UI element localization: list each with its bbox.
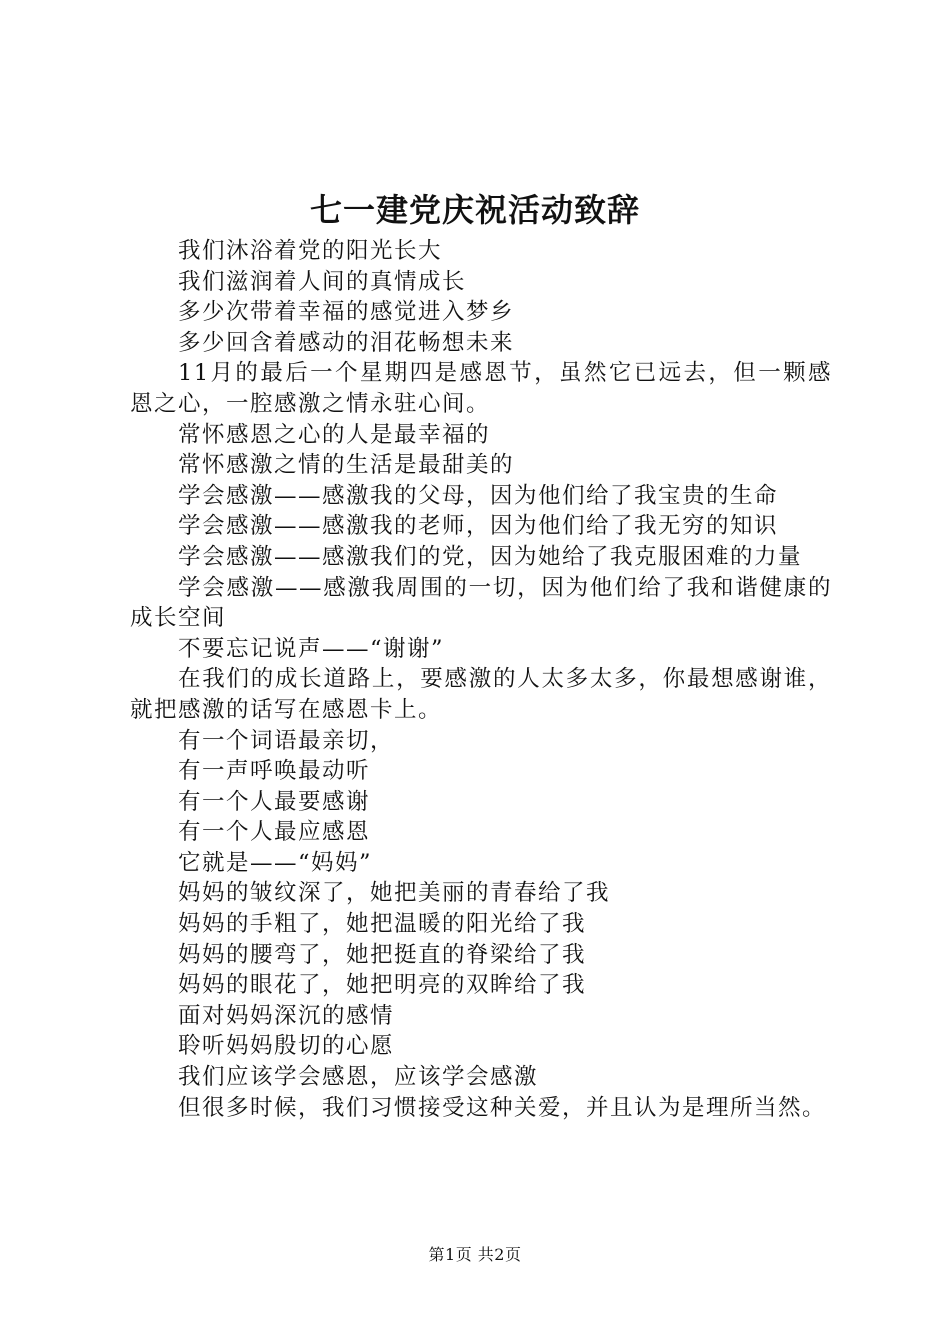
paragraph: 有一声呼唤最动听 [178, 758, 371, 785]
paragraph: 妈妈的眼花了，她把明亮的双眸给了我 [178, 972, 587, 999]
paragraph: 有一个词语最亲切， [178, 727, 395, 754]
paragraph: 常怀感恩之心的人是最幸福的 [178, 421, 491, 448]
page-title: 七一建党庆祝活动致辞 [309, 191, 640, 229]
paragraph: 妈妈的皱纹深了，她把美丽的青春给了我 [178, 880, 611, 907]
paragraph: 多少回含着感动的泪花畅想未来 [178, 329, 515, 356]
paragraph: 我们滋润着人间的真情成长 [178, 268, 467, 295]
page-footer: 第1页 共2页 [428, 1245, 522, 1264]
paragraph: 不要忘记说声——“谢谢” [178, 635, 445, 662]
paragraph: 面对妈妈深沉的感情 [178, 1002, 395, 1029]
paragraph: 学会感激——感激我周围的一切，因为他们给了我和谐健康的成长空间 [130, 574, 832, 632]
paragraph: 常怀感激之情的生活是最甜美的 [178, 452, 515, 479]
paragraph: 妈妈的腰弯了，她把挺直的脊梁给了我 [178, 941, 587, 968]
paragraph: 我们沐浴着党的阳光长大 [178, 238, 443, 264]
paragraph: 有一个人最应感恩 [178, 819, 371, 846]
paragraph: 妈妈的手粗了，她把温暖的阳光给了我 [178, 911, 587, 938]
paragraph: 11月的最后一个星期四是感恩节，虽然它已远去，但一颗感恩之心，一腔感激之情永驻心间。 [130, 360, 832, 417]
paragraph: 我们应该学会感恩，应该学会感激 [178, 1064, 539, 1091]
paragraph: 有一个人最要感谢 [178, 788, 371, 815]
paragraph: 但很多时候，我们习惯接受这种关爱，并且认为是理所当然。 [178, 1094, 827, 1121]
paragraph: 聆听妈妈殷切的心愿 [178, 1033, 395, 1060]
paragraph: 学会感激——感激我们的党，因为她给了我克服困难的力量 [178, 543, 803, 570]
paragraph: 学会感激——感激我的父母，因为他们给了我宝贵的生命 [178, 482, 779, 509]
paragraph: 学会感激——感激我的老师，因为他们给了我无穷的知识 [178, 513, 779, 540]
paragraph: 多少次带着幸福的感觉进入梦乡 [178, 299, 515, 326]
document-body [130, 236, 832, 1123]
paragraph: 在我们的成长道路上，要感激的人太多太多，你最想感谢谁，就把感激的话写在感恩卡上。 [130, 666, 832, 723]
paragraph: 它就是——“妈妈” [178, 849, 373, 876]
